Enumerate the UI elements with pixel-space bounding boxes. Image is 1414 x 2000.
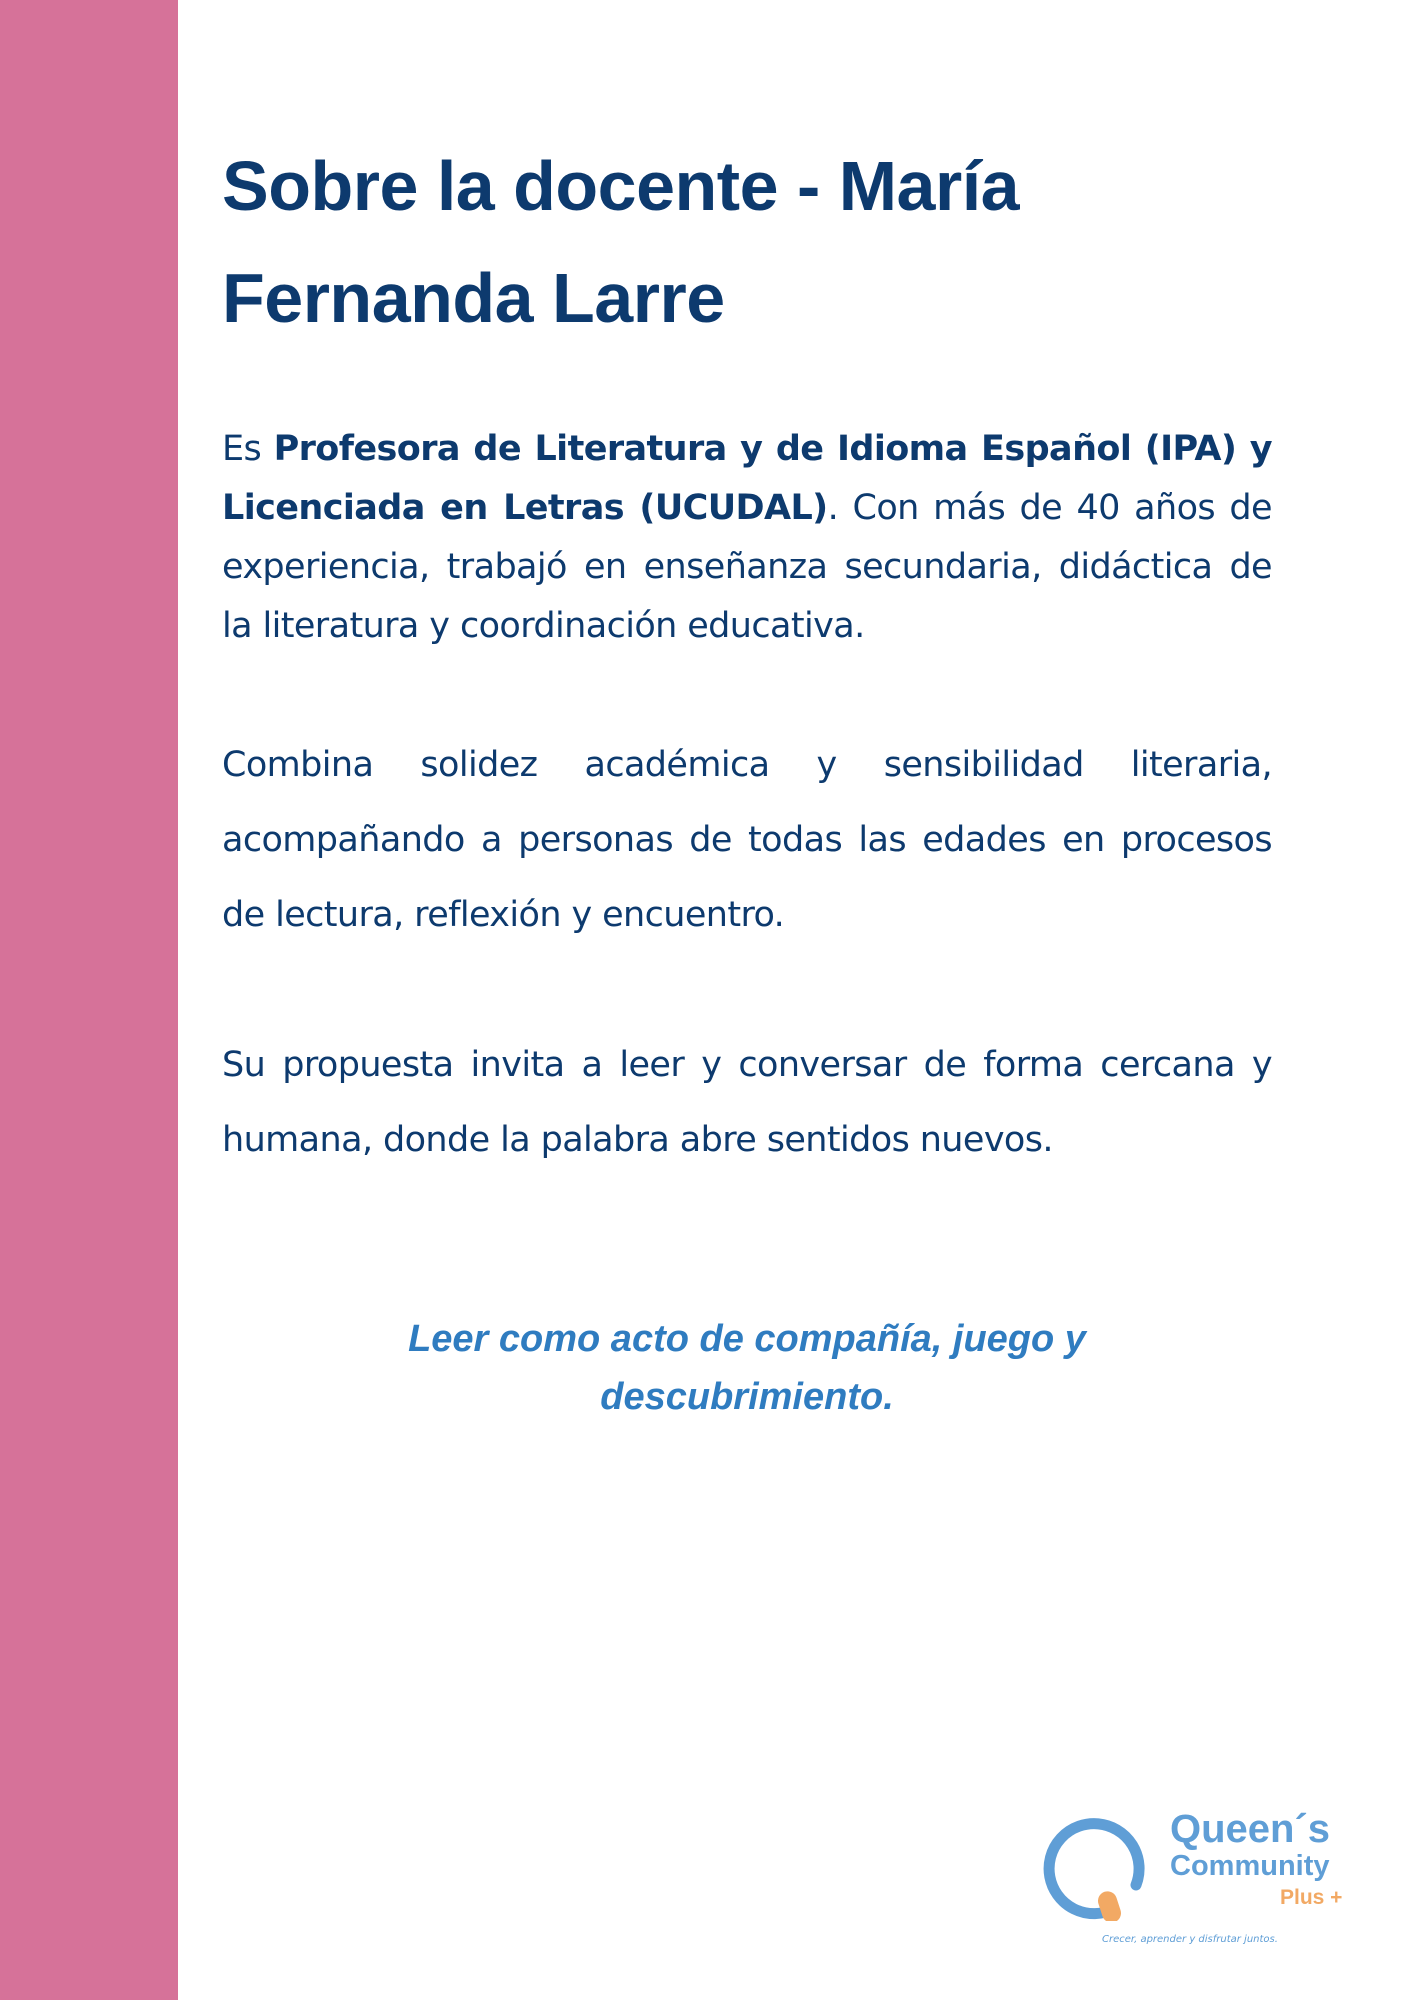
page-title: Sobre la docente - María Fernanda Larre bbox=[222, 147, 1020, 337]
queens-community-logo bbox=[1040, 1805, 1360, 1950]
logo-name-line1: Queen´s bbox=[1170, 1807, 1331, 1851]
paragraph-credentials-rest: . Con más de 40 años de experiencia, trabajó en enseñanza secundaria, didáctica de la literatura y coordinación educativa. bbox=[222, 488, 1272, 646]
closing-quote-line1: Leer como acto de compañía, juego y bbox=[408, 1318, 1086, 1360]
paragraph-approach: Combina solidez académica y sensibilidad literaria, acompañando a personas de todas las edades en procesos de lectura, reflexión y encuentro. bbox=[222, 745, 1272, 935]
paragraph-credentials bbox=[222, 420, 1272, 656]
logo-tagline: Crecer, aprender y disfrutar juntos. bbox=[1102, 1934, 1278, 1945]
decorative-side-bar bbox=[0, 0, 178, 2000]
logo-plus: Plus + bbox=[1280, 1886, 1343, 1909]
closing-quote bbox=[222, 1310, 1272, 1426]
logo-name-line2: Community bbox=[1170, 1850, 1330, 1882]
closing-quote-line2: descubrimiento. bbox=[600, 1376, 894, 1418]
paragraph-proposal: Su propuesta invita a leer y conversar de forma cercana y humana, donde la palabra abre sentidos nuevos. bbox=[222, 1045, 1272, 1160]
paragraph-credentials-lead: Es bbox=[222, 429, 274, 469]
paragraph-credentials-bold: Profesora de Literatura y de Idioma Español (IPA) y Licenciada en Letras (UCUDAL) bbox=[222, 429, 1272, 528]
q-logo-icon bbox=[1040, 1809, 1150, 1921]
